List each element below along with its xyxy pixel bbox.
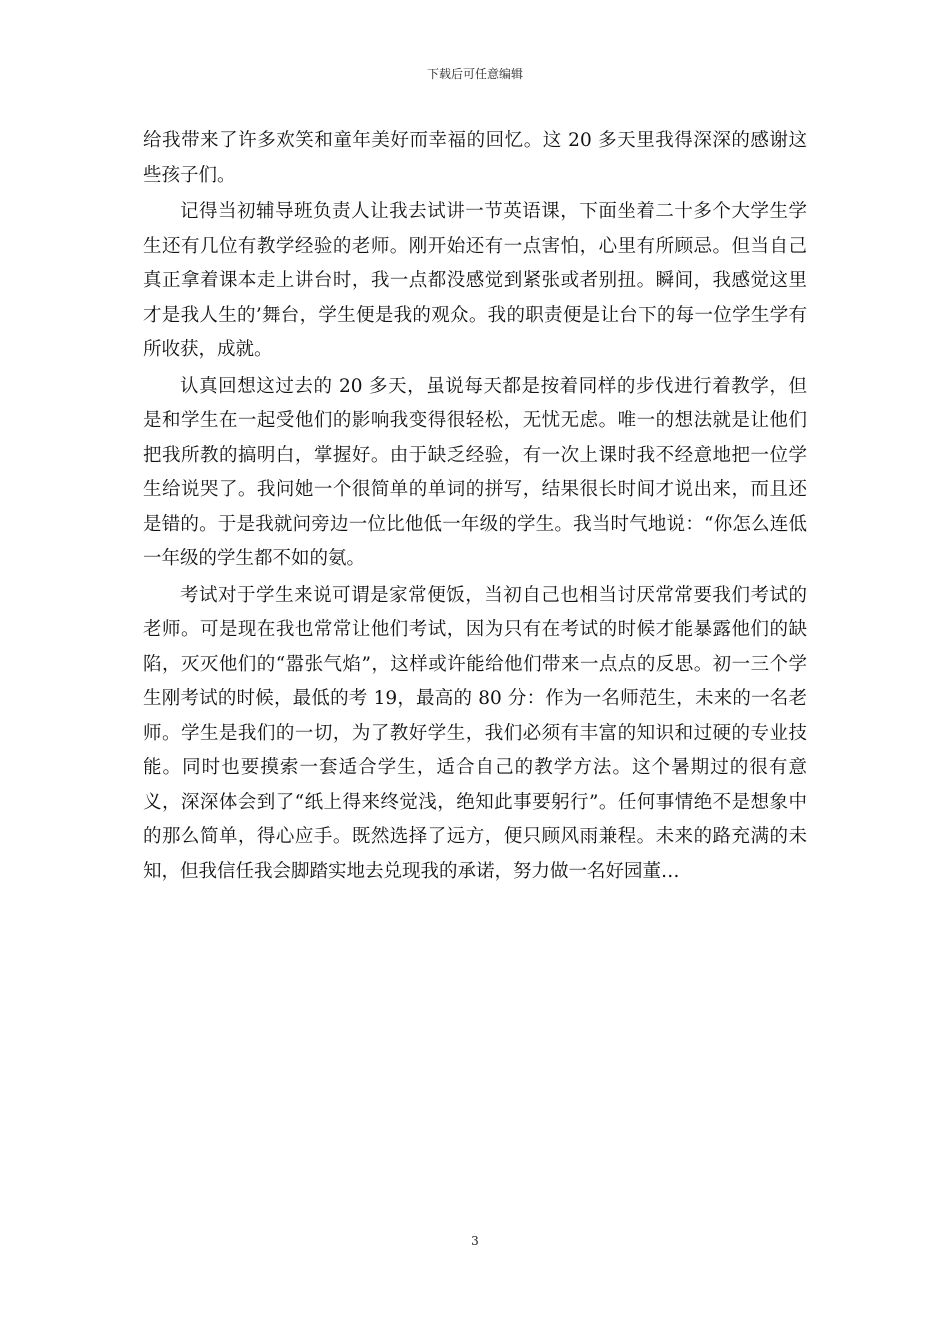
page-header: 下载后可任意编辑 bbox=[426, 67, 523, 81]
paragraph: 记得当初辅导班负责人让我去试讲一节英语课，下面坐着二十多个大学生学生还有几位有教学经验的老师。刚开始还有一点害怕，心里有所顾忌。但当自己真正拿着课本走上讲台时，我一点都没感觉到紧张或者别扭。瞬间，我感觉这里才是我人生的’舞台，学生便是我的观众。我的职责便是让台下的每一位学生学有所收获，成就。 bbox=[143, 201, 807, 360]
paragraph: 认真回想这过去的 20 多天，虽说每天都是按着同样的步伐进行着教学，但是和学生在一起受他们的影响我变得很轻松，无忧无虑。唯一的想法就是让他们把我所教的搞明白，掌握好。由于缺乏经验，有一次上课时我不经意地把一位学生给说哭了。我问她一个很简单的单词的拼写，结果很长时间才说出来，而且还是错的。于是我就问旁边一位比他低一年级的学生。我当时气地说：“你怎么连低一年级的学生都不如的氨。 bbox=[143, 375, 807, 569]
paragraph-continuation: 给我带来了许多欢笑和童年美好而幸福的回忆。这 20 多天里我得深深的感谢这些孩子们。 bbox=[143, 130, 807, 186]
paragraph: 考试对于学生来说可谓是家常便饭，当初自己也相当讨厌常常要我们考试的老师。可是现在我也常常让他们考试，因为只有在考试的时候才能暴露他们的缺陷，灭灭他们的“嚣张气焰”，这样或许能给他们带来一点点的反思。初一三个学生刚考试的时候，最低的考 19，最高的 80 分：作为一名师范生，未来的一名老师。学生是我们的一切，为了教好学生，我们必须有丰富的知识和过硬的专业技能。同时也要摸索一套适合学生，适合自己的教学方法。这个暑期过的很有意义，深深体会到了“纸上得来终觉浅，绝知此事要躬行”。任何事情绝不是想象中的那么简单，得心应手。既然选择了远方，便只顾风雨兼程。未来的路充满的未知，但我信任我会脚踏实地去兑现我的承诺，努力做一名好园董… bbox=[143, 584, 807, 882]
document-body bbox=[143, 124, 807, 891]
page-number: 3 bbox=[471, 1234, 479, 1248]
